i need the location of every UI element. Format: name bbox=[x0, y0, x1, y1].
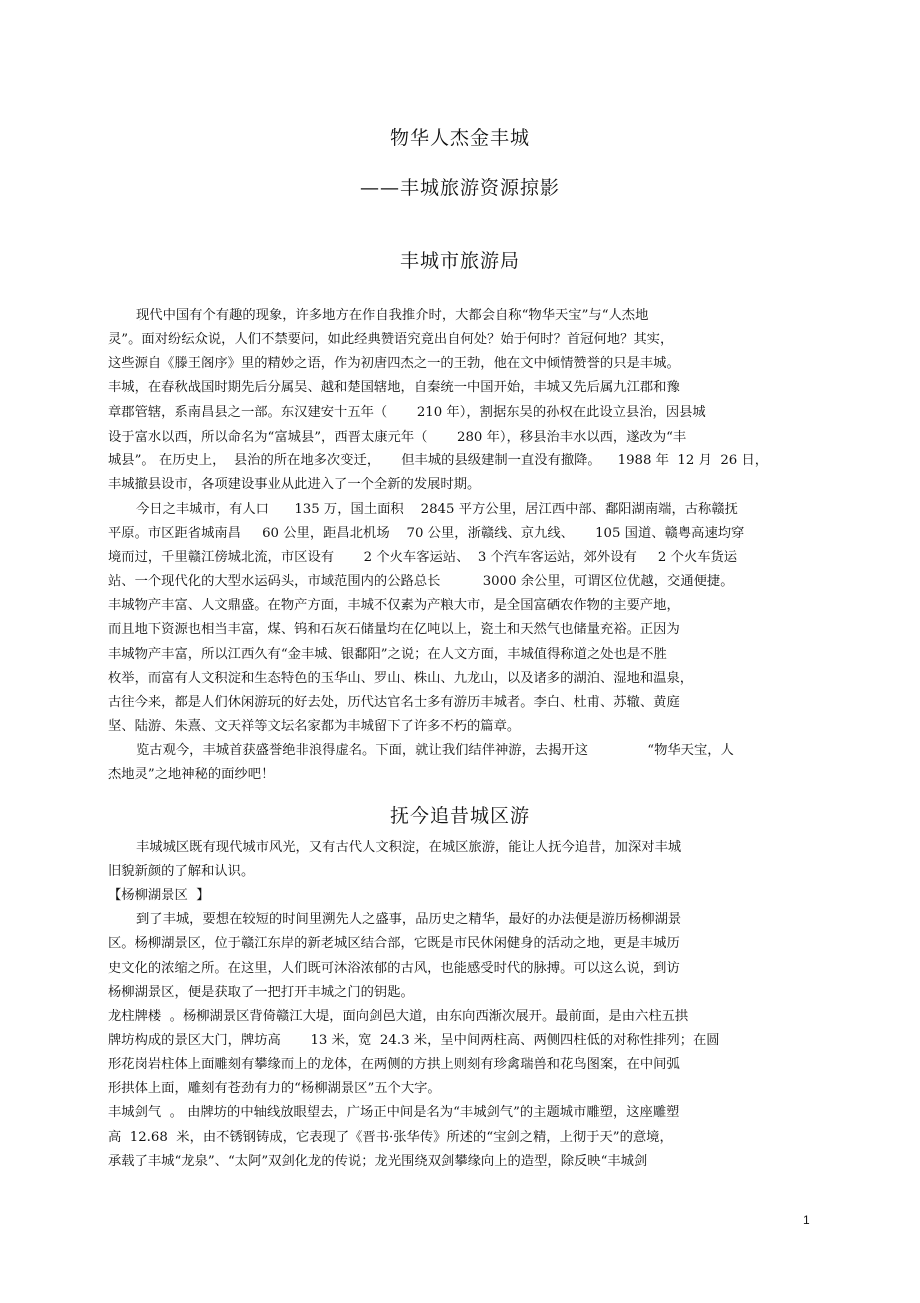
text-line: 今日之丰城市，有人口 135 万，国土面积 2845 平方公里，居江西中部、鄱阳湖南端，古称赣抚 bbox=[136, 502, 738, 517]
text-line: 站、一个现代化的大型水运码头，市域范围内的公路总长 3000 余公里，可谓区位优越，交通便捷。 bbox=[108, 574, 734, 589]
text-line: 到了丰城，要想在较短的时间里溯先人之盛事，品历史之精华，最好的办法便是游历杨柳湖景 bbox=[136, 912, 682, 927]
text-line: 现代中国有个有趣的现象，许多地方在作自我推介时，大都会自称“物华天宝”与“人杰地 bbox=[136, 308, 649, 323]
text-line: 城县”。 在历史上， 县治的所在地多次变迁， 但丰城的县级建制一直没有撤降。 1988 年 12 月 26 日， bbox=[108, 453, 769, 468]
text-line: 设于富水以西，所以命名为“富城县”，西晋太康元年（ 280 年），移县治丰水以西，遂改为“丰 bbox=[108, 430, 687, 445]
text-line: 区。杨柳湖景区，位于赣江东岸的新老城区结合部，它既是市民休闲健身的活动之地，更是丰城历 bbox=[108, 936, 680, 951]
text-line: 章郡管辖，系南昌县之一部。东汉建安十五年（ 210 年），割据东吴的孙权在此设立县治，因县城 bbox=[108, 405, 706, 420]
text-line: 坚、陆游、朱熹、文天祥等文坛名家都为丰城留下了许多不朽的篇章。 bbox=[108, 719, 521, 734]
text-line: 牌坊构成的景区大门，牌坊高 13 米，宽 24.3 米，呈中间两柱高、两侧四柱低的对称性排列；在圆 bbox=[108, 1033, 720, 1048]
text-line: 承载了丰城“龙泉”、“太阿”双剑化龙的传说；龙光围绕双剑攀缘向上的造型，除反映“丰城剑 bbox=[108, 1154, 648, 1169]
text-line: 览古观今，丰城首获盛誉绝非浪得虚名。下面，就让我们结伴神游，去揭开这 “物华天宝，人 bbox=[136, 743, 734, 758]
page-number: 1 bbox=[803, 1213, 810, 1227]
text-line: 杨柳湖景区，便是获取了一把打开丰城之门的钥匙。 bbox=[108, 985, 414, 1000]
document-author: 丰城市旅游局 bbox=[399, 250, 520, 272]
text-line: 平原。市区距省城南昌 60 公里，距昌北机场 70 公里，浙赣线、京九线、 105 国道、赣粤高速均穿 bbox=[108, 526, 745, 541]
document-title: 物华人杰金丰城 bbox=[389, 127, 530, 149]
text-line: 形花岗岩柱体上面雕刻有攀缘而上的龙体，在两侧的方拱上则刻有珍禽瑞兽和花鸟图案，在中间弧 bbox=[108, 1057, 680, 1072]
text-line: 丰城撤县设市，各项建设事业从此进入了一个全新的发展时期。 bbox=[108, 477, 481, 492]
text-line: 灵”。面对纷纭众说，人们不禁要问，如此经典赞语究竟出自何处？始于何时？首冠何地？其实， bbox=[108, 332, 674, 347]
text-line: 龙柱牌楼 。杨柳湖景区背倚赣江大堤，面向剑邑大道，由东向西渐次展开。最前面，是由六柱五拱 bbox=[108, 1009, 689, 1024]
text-line: 丰城物产丰富、人文鼎盛。在物产方面，丰城不仅素为产粮大市，是全国富硒农作物的主要产地， bbox=[108, 598, 680, 613]
document-subtitle: ——丰城旅游资源掠影 bbox=[359, 177, 560, 199]
text-line: 这些源自《滕王阁序》里的精妙之语，作为初唐四杰之一的王勃，他在文中倾情赞誉的只是丰城。 bbox=[108, 356, 680, 371]
text-line: 丰城城区既有现代城市风光，又有古代人文积淀，在城区旅游，能让人抚今追昔，加深对丰城 bbox=[136, 840, 682, 855]
text-line: 境而过，千里赣江傍城北流，市区设有 2 个火车客运站、 3 个汽车客运站，郊外设有 2 个火车货运 bbox=[108, 550, 738, 565]
text-line: 形拱体上面，雕刻有苍劲有力的“杨柳湖景区”五个大字。 bbox=[108, 1081, 441, 1096]
text-line: 丰城物产丰富，所以江西久有“金丰城、银鄱阳”之说；在人文方面，丰城值得称道之处也是不胜 bbox=[108, 647, 667, 662]
section-heading: 抚今追昔城区游 bbox=[389, 805, 530, 827]
text-line: 而且地下资源也相当丰富，煤、钨和石灰石储量均在亿吨以上，瓷土和天然气也储量充裕。正因为 bbox=[108, 622, 680, 637]
text-line: 旧貌新颜的了解和认识。 bbox=[108, 864, 255, 879]
text-line: 高 12.68 米，由不锈钢铸成，它表现了《晋书·张华传》所述的“宝剑之精，上彻于天”的意境， bbox=[108, 1130, 673, 1145]
text-line: 丰城，在春秋战国时期先后分属吴、越和楚国辖地，自秦统一中国开始，丰城又先后属九江郡和豫 bbox=[108, 380, 680, 395]
text-line: 史文化的浓缩之所。在这里，人们既可沐浴浓郁的古风，也能感受时代的脉搏。可以这么说，到访 bbox=[108, 961, 680, 976]
text-line: 枚举，而富有人文积淀和生态特色的玉华山、罗山、株山、九龙山，以及诸多的湖泊、湿地和温泉， bbox=[108, 671, 694, 686]
text-line: 丰城剑气 。 由牌坊的中轴线放眼望去，广场正中间是名为“丰城剑气”的主题城市雕塑，这座雕塑 bbox=[108, 1105, 680, 1120]
text-line: 古往今来，都是人们休闲游玩的好去处，历代达官名士多有游历丰城者。李白、杜甫、苏辙、黄庭 bbox=[108, 695, 680, 710]
subsection-label: 【杨柳湖景区 】 bbox=[108, 888, 210, 903]
text-line: 杰地灵”之地神秘的面纱吧！ bbox=[108, 767, 275, 782]
